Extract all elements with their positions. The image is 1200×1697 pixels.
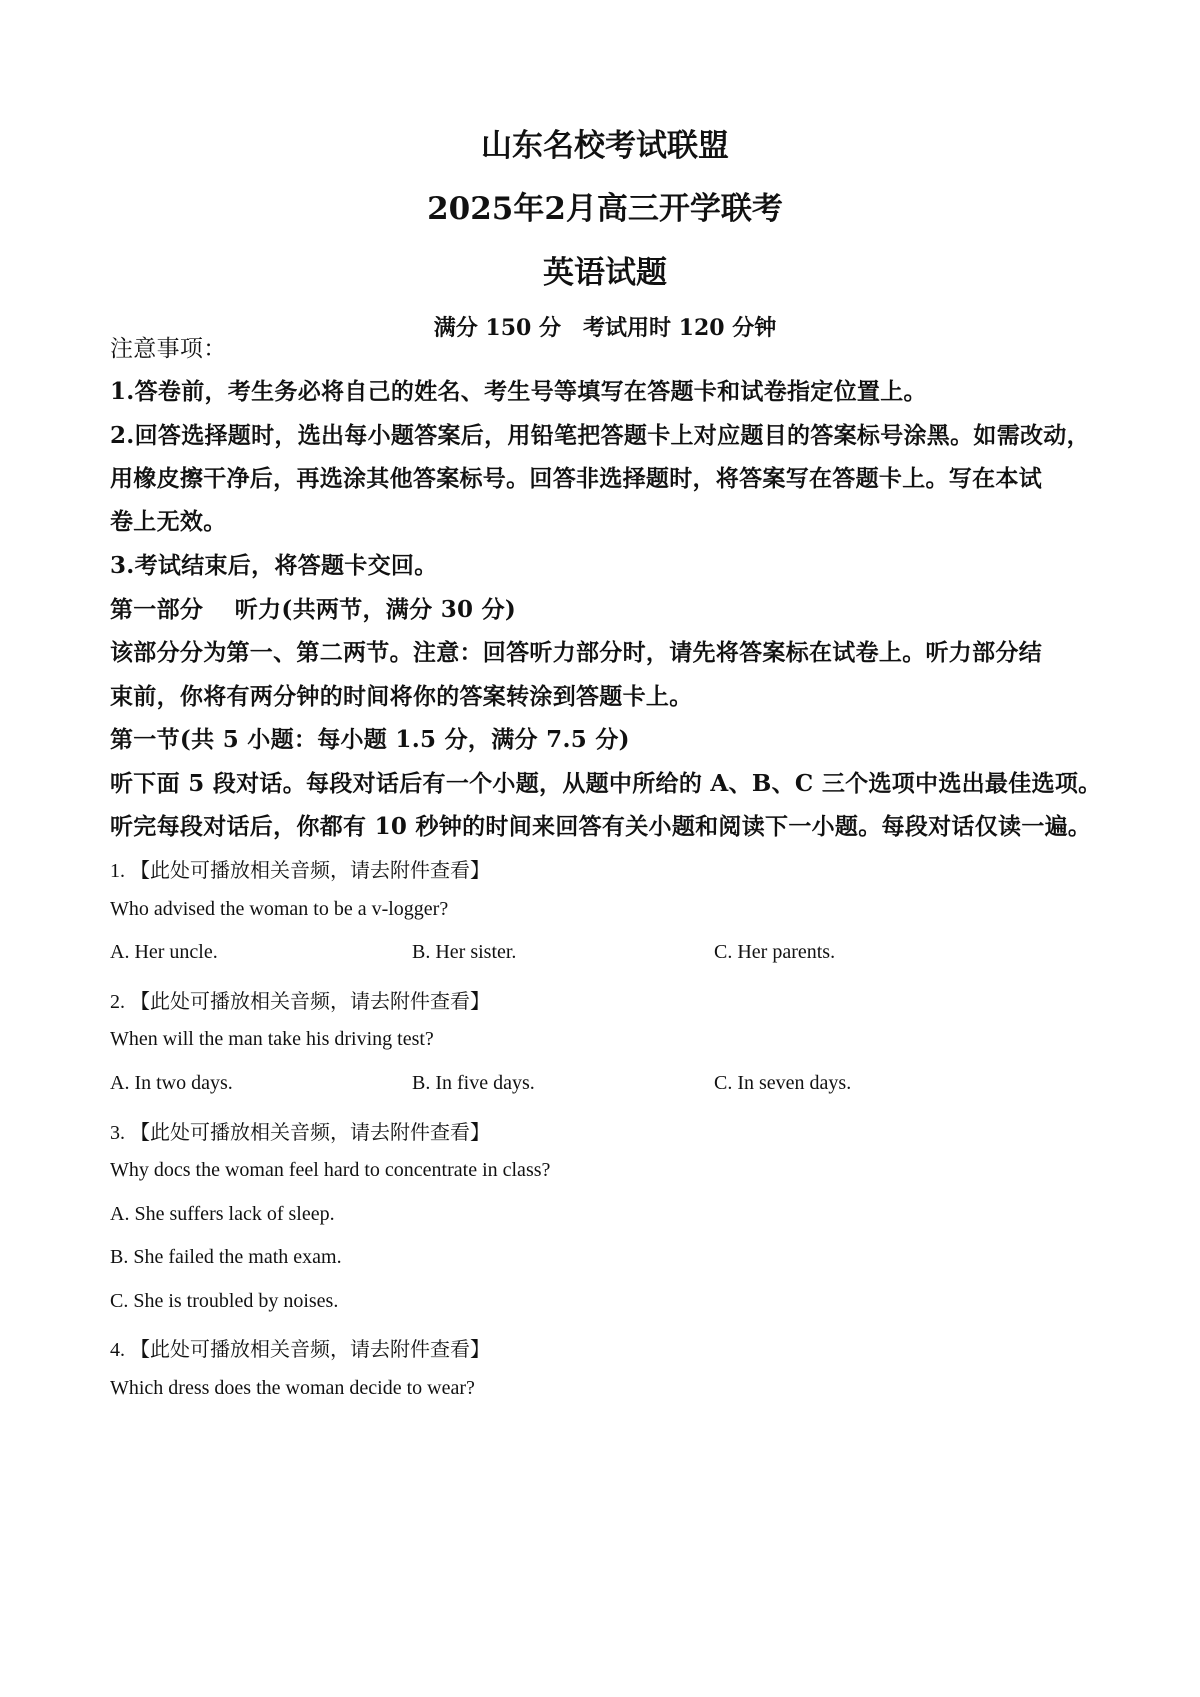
q3-stem: Why docs the woman feel hard to concentrate in class? [110,1159,551,1181]
section1-title: 第一节(共 5 小题：每小题 1.5 分，满分 7.5 分) [110,726,630,753]
note-2-line-2: 用橡皮擦干净后，再选涂其他答案标号。回答非选择题时，将答案写在答题卡上。写在本试 [110,465,1042,492]
q2-option-c: C. In seven days. [714,1072,852,1094]
q2-option-b: B. In five days. [412,1072,535,1094]
org-title: 山东名校考试联盟 [481,128,729,164]
note-1: 1.答卷前，考生务必将自己的姓名、考生号等填写在答题卡和试卷指定位置上。 [110,378,927,405]
q3-option-a: A. She suffers lack of sleep. [110,1203,335,1225]
exam-title: 2025年2月高三开学联考 [427,191,783,227]
exam-meta: 满分 150 分 考试用时 120 分钟 [433,315,777,341]
q1-option-a: A. Her uncle. [110,941,218,963]
q3-audio-placeholder: 3. 【此处可播放相关音频，请去附件查看】 [110,1122,490,1144]
q4-audio-placeholder: 4. 【此处可播放相关音频，请去附件查看】 [110,1339,490,1361]
part1-intro-line-2: 束前，你将有两分钟的时间将你的答案转涂到答题卡上。 [110,683,693,710]
q1-option-b: B. Her sister. [412,941,517,963]
note-2-line-1: 2.回答选择题时，选出每小题答案后，用铅笔把答题卡上对应题目的答案标号涂黑。如需改动， [110,422,1090,449]
q2-option-a: A. In two days. [110,1072,233,1094]
q3-option-c: C. She is troubled by noises. [110,1290,339,1312]
q1-stem: Who advised the woman to be a v-logger? [110,898,449,920]
subject-title: 英语试题 [543,255,667,291]
q3-option-b: B. She failed the math exam. [110,1246,342,1268]
q1-option-c: C. Her parents. [714,941,836,963]
part1-title: 第一部分 听力(共两节，满分 30 分) [110,596,517,623]
q2-stem: When will the man take his driving test? [110,1028,434,1050]
section1-instructions-line-2: 听完每段对话后，你都有 10 秒钟的时间来回答有关小题和阅读下一小题。每段对话仅读一遍。 [110,813,1092,840]
note-2-line-3: 卷上无效。 [110,508,227,535]
note-3: 3.考试结束后，将答题卡交回。 [110,552,438,579]
q4-stem: Which dress does the woman decide to wear? [110,1377,475,1399]
q2-audio-placeholder: 2. 【此处可播放相关音频，请去附件查看】 [110,991,490,1013]
q1-audio-placeholder: 1. 【此处可播放相关音频，请去附件查看】 [110,860,490,882]
part1-intro-line-1: 该部分分为第一、第二两节。注意：回答听力部分时，请先将答案标在试卷上。听力部分结 [110,639,1042,666]
section1-instructions-line-1: 听下面 5 段对话。每段对话后有一个小题，从题中所给的 A、B、C 三个选项中选出最佳选项。 [110,770,1102,797]
notes-heading: 注意事项： [110,336,227,362]
